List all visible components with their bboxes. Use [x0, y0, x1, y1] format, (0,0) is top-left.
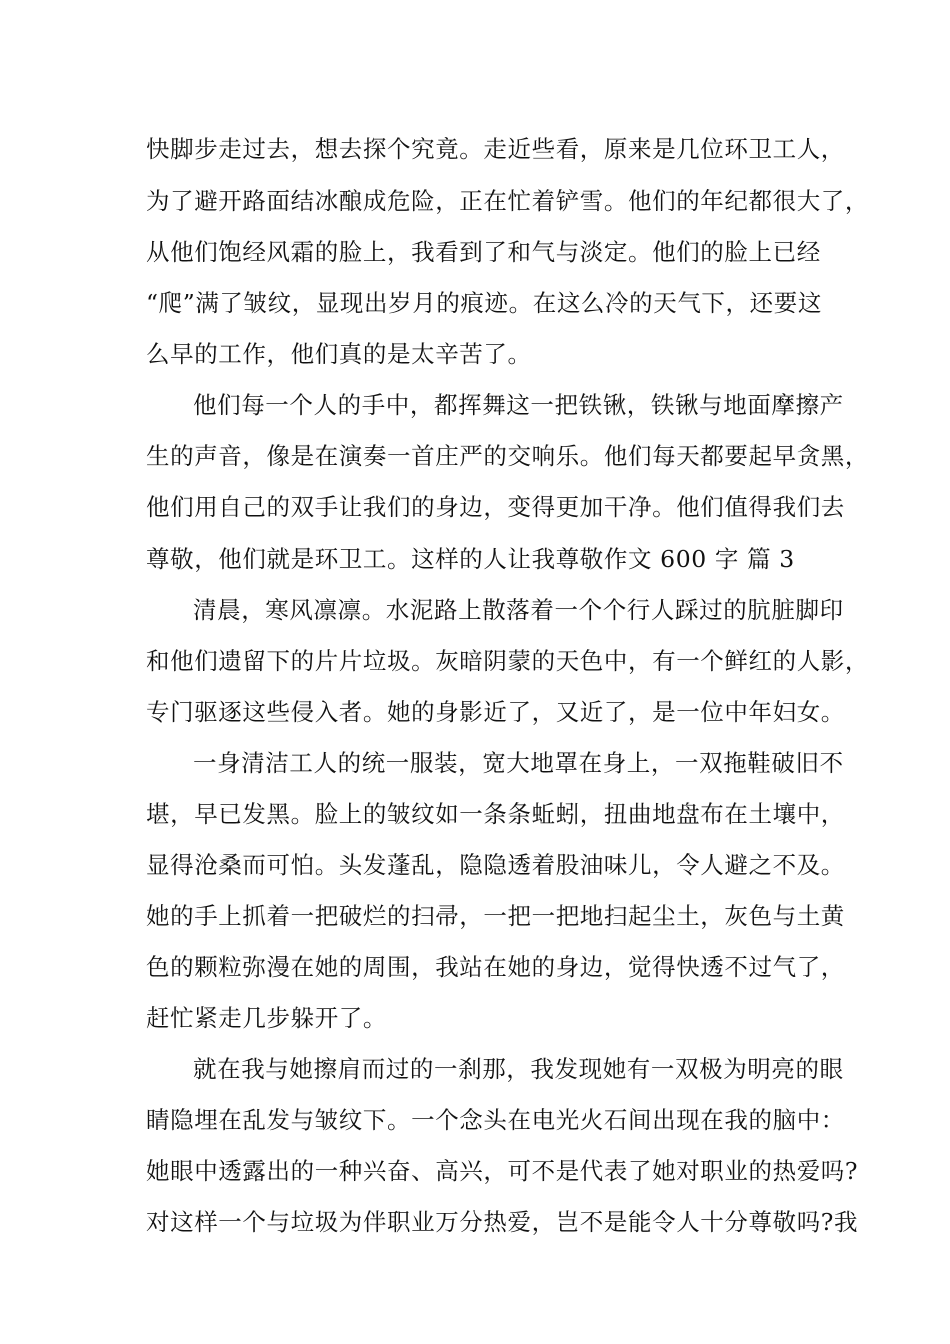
text-line: 显得沧桑而可怕。头发蓬乱，隐隐透着股油味儿，令人避之不及。 — [146, 851, 845, 879]
text-line: 和他们遗留下的片片垃圾。灰暗阴蒙的天色中，有一个鲜红的人影， — [146, 647, 869, 675]
paragraph-first-line: 一身清洁工人的统一服装，宽大地罩在身上，一双拖鞋破旧不 — [193, 749, 844, 777]
text-line: 赶忙紧走几步躲开了。 — [146, 1004, 387, 1032]
paragraph-first-line: 他们每一个人的手中，都挥舞这一把铁锹，铁锹与地面摩擦产 — [193, 391, 844, 419]
text-line: 她眼中透露出的一种兴奋、高兴，可不是代表了她对职业的热爱吗? — [146, 1157, 859, 1185]
paragraph-first-line: 清晨，寒风凛凛。水泥路上散落着一个个行人踩过的肮脏脚印 — [193, 596, 844, 624]
text-line: 生的声音，像是在演奏一首庄严的交响乐。他们每天都要起早贪黑， — [146, 442, 869, 470]
text-line: 专门驱逐这些侵入者。她的身影近了，又近了，是一位中年妇女。 — [146, 698, 845, 726]
text-line: 睛隐埋在乱发与皱纹下。一个念头在电光火石间出现在我的脑中： — [146, 1106, 845, 1134]
text-line: 对这样一个与垃圾为伴职业万分热爱，岂不是能令人十分尊敬吗?我 — [146, 1208, 859, 1236]
text-line: 快脚步走过去，想去探个究竟。走近些看，原来是几位环卫工人， — [146, 135, 845, 163]
text-line: 从他们饱经风霜的脸上，我看到了和气与淡定。他们的脸上已经 — [146, 238, 821, 266]
text-line: “爬”满了皱纹，显现出岁月的痕迹。在这么冷的天气下，还要这 — [146, 289, 822, 317]
text-line: 她的手上抓着一把破烂的扫帚，一把一把地扫起尘土，灰色与土黄 — [146, 902, 845, 930]
text-line: 尊敬，他们就是环卫工。这样的人让我尊敬作文 600 字 篇 3 — [146, 545, 795, 573]
text-line: 堪，早已发黑。脸上的皱纹如一条条蚯蚓，扭曲地盘布在土壤中， — [146, 800, 845, 828]
text-line: 色的颗粒弥漫在她的周围，我站在她的身边，觉得快透不过气了， — [146, 953, 845, 981]
text-line: 么早的工作，他们真的是太辛苦了。 — [146, 340, 532, 368]
text-line: 他们用自己的双手让我们的身边，变得更加干净。他们值得我们去 — [146, 493, 845, 521]
text-line: 为了避开路面结冰酿成危险，正在忙着铲雪。他们的年纪都很大了， — [146, 187, 869, 215]
paragraph-first-line: 就在我与她擦肩而过的一刹那，我发现她有一双极为明亮的眼 — [193, 1055, 844, 1083]
